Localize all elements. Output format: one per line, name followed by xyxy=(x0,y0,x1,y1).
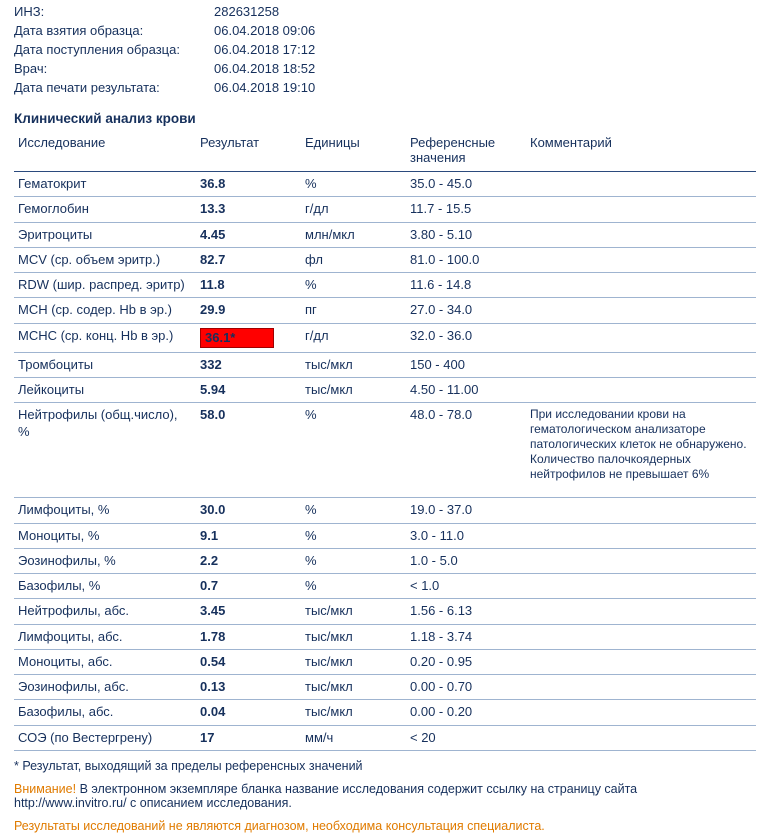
table-row xyxy=(14,273,756,298)
results-header-row xyxy=(14,132,756,172)
result-value: 0.7 xyxy=(200,578,219,593)
table-row xyxy=(14,675,756,700)
cell-units: % xyxy=(301,498,406,523)
cell-test-name: Лимфоциты, абс. xyxy=(14,624,196,649)
cell-units: тыс/мкл xyxy=(301,624,406,649)
warning-url[interactable]: http://www.invitro.ru/ xyxy=(14,795,127,810)
cell-test-name: MCHC (ср. конц. Hb в эр.) xyxy=(14,323,196,352)
table-row xyxy=(14,378,756,403)
footnote-out-of-range: * Результат, выходящий за пределы референсных значений xyxy=(14,758,363,773)
result-value-flagged: 36.1* xyxy=(200,328,274,348)
table-row xyxy=(14,403,756,498)
cell-units: % xyxy=(301,403,406,498)
result-value: 17 xyxy=(200,729,215,745)
cell-result xyxy=(196,172,301,197)
cell-test-name: MCH (ср. содер. Hb в эр.) xyxy=(14,298,196,323)
cell-test-name: СОЭ (по Вестергрену) xyxy=(14,725,196,750)
cell-reference: 35.0 - 45.0 xyxy=(406,172,526,197)
cell-units: % xyxy=(301,273,406,298)
results-table-head xyxy=(14,132,756,172)
cell-comment xyxy=(526,574,756,599)
cell-result xyxy=(196,378,301,403)
cell-test-name: Эритроциты xyxy=(14,222,196,247)
cell-result xyxy=(196,675,301,700)
meta-label: Дата взятия образца: xyxy=(14,23,144,38)
result-value: 0.13 xyxy=(200,679,226,694)
result-value: 82.7 xyxy=(200,251,226,267)
cell-result xyxy=(196,273,301,298)
cell-comment xyxy=(526,498,756,523)
result-value: 5.94 xyxy=(200,382,226,397)
cell-reference: 32.0 - 36.0 xyxy=(406,323,526,352)
cell-comment xyxy=(526,172,756,197)
cell-reference: 1.56 - 6.13 xyxy=(406,599,526,624)
cell-result xyxy=(196,574,301,599)
cell-result xyxy=(196,403,301,498)
cell-comment xyxy=(526,624,756,649)
warning-text: В электронном экземпляре бланка название исследования содержит ссылку на страницу сайта xyxy=(76,781,638,796)
cell-test-name: Тромбоциты xyxy=(14,352,196,377)
header-reference-line1: Референсные xyxy=(410,135,496,150)
result-value: 332 xyxy=(200,356,222,372)
cell-units: тыс/мкл xyxy=(301,378,406,403)
table-row xyxy=(14,222,756,247)
result-value: 13.3 xyxy=(200,201,226,217)
cell-test-name: Гемоглобин xyxy=(14,197,196,222)
cell-test-name: MCV (ср. объем эритр.) xyxy=(14,247,196,272)
cell-result xyxy=(196,548,301,573)
table-row xyxy=(14,624,756,649)
cell-units: тыс/мкл xyxy=(301,352,406,377)
table-row xyxy=(14,548,756,573)
cell-test-name: Моноциты, абс. xyxy=(14,649,196,674)
cell-result xyxy=(196,700,301,725)
cell-units: % xyxy=(301,548,406,573)
cell-reference: 11.7 - 15.5 xyxy=(406,197,526,222)
report-page xyxy=(0,2,770,833)
cell-units: мм/ч xyxy=(301,725,406,750)
header-comment: Комментарий xyxy=(526,132,756,172)
table-row xyxy=(14,700,756,725)
table-row xyxy=(14,599,756,624)
cell-comment xyxy=(526,675,756,700)
result-value: 9.1 xyxy=(200,527,219,543)
meta-row xyxy=(14,2,756,21)
table-row xyxy=(14,247,756,272)
cell-reference: 19.0 - 37.0 xyxy=(406,498,526,523)
cell-comment: При исследовании крови на гематологическом анализаторе патологических клеток не обнаружено. Количество палочкоядерных нейтрофилов не превышает 6% xyxy=(526,403,756,498)
cell-test-name: Гематокрит xyxy=(14,172,196,197)
cell-reference: 1.0 - 5.0 xyxy=(406,548,526,573)
meta-value: 06.04.2018 17:12 xyxy=(214,42,316,57)
meta-label: Врач: xyxy=(14,61,48,76)
cell-units: пг xyxy=(301,298,406,323)
cell-test-name: Базофилы, % xyxy=(14,574,196,599)
cell-comment xyxy=(526,378,756,403)
results-table xyxy=(14,132,756,751)
cell-result xyxy=(196,498,301,523)
cell-comment xyxy=(526,700,756,725)
cell-test-name: Эозинофилы, % xyxy=(14,548,196,573)
cell-units: тыс/мкл xyxy=(301,675,406,700)
cell-comment xyxy=(526,599,756,624)
header-units: Единицы xyxy=(301,132,406,172)
cell-reference: 11.6 - 14.8 xyxy=(406,273,526,298)
cell-result xyxy=(196,624,301,649)
result-value: 4.45 xyxy=(200,226,226,242)
cell-reference: 0.20 - 0.95 xyxy=(406,649,526,674)
cell-reference: 81.0 - 100.0 xyxy=(406,247,526,272)
result-value: 0.04 xyxy=(200,704,226,720)
section-title: Клинический анализ крови xyxy=(14,111,196,126)
cell-comment xyxy=(526,523,756,548)
cell-reference: 0.00 - 0.70 xyxy=(406,675,526,700)
cell-units: тыс/мкл xyxy=(301,700,406,725)
cell-reference: 1.18 - 3.74 xyxy=(406,624,526,649)
cell-units: % xyxy=(301,172,406,197)
cell-comment xyxy=(526,323,756,352)
header-name: Исследование xyxy=(14,132,196,172)
meta-row xyxy=(14,78,756,97)
cell-units: тыс/мкл xyxy=(301,599,406,624)
results-table-body xyxy=(14,172,756,751)
cell-result xyxy=(196,222,301,247)
cell-test-name: Моноциты, % xyxy=(14,523,196,548)
table-row xyxy=(14,172,756,197)
cell-reference: 4.50 - 11.00 xyxy=(406,378,526,403)
result-value: 58.0 xyxy=(200,407,226,423)
cell-units: фл xyxy=(301,247,406,272)
disclaimer-note: Результаты исследований не являются диагнозом, необходима консультация специалиста. xyxy=(14,818,545,833)
meta-value: 06.04.2018 09:06 xyxy=(214,23,316,38)
meta-label: Дата печати результата: xyxy=(14,80,160,95)
result-value: 30.0 xyxy=(200,502,226,518)
warning-word: Внимание! xyxy=(14,781,77,796)
cell-result xyxy=(196,649,301,674)
cell-test-name: Нейтрофилы, абс. xyxy=(14,599,196,624)
cell-result xyxy=(196,352,301,377)
table-row xyxy=(14,352,756,377)
table-row xyxy=(14,523,756,548)
cell-comment xyxy=(526,197,756,222)
result-value: 2.2 xyxy=(200,552,219,568)
cell-reference: 3.0 - 11.0 xyxy=(406,523,526,548)
cell-result xyxy=(196,323,301,352)
cell-reference: 48.0 - 78.0 xyxy=(406,403,526,498)
result-value: 1.78 xyxy=(200,628,226,644)
table-row xyxy=(14,574,756,599)
cell-test-name: Эозинофилы, абс. xyxy=(14,675,196,700)
meta-label: Дата поступления образца: xyxy=(14,42,180,57)
cell-units: % xyxy=(301,574,406,599)
table-row xyxy=(14,323,756,352)
cell-comment xyxy=(526,247,756,272)
cell-reference: 3.80 - 5.10 xyxy=(406,222,526,247)
cell-comment xyxy=(526,548,756,573)
result-value: 3.45 xyxy=(200,603,226,619)
table-row xyxy=(14,298,756,323)
cell-reference: < 20 xyxy=(406,725,526,750)
cell-test-name: Базофилы, абс. xyxy=(14,700,196,725)
cell-reference: < 1.0 xyxy=(406,574,526,599)
table-row xyxy=(14,498,756,523)
cell-test-name: Лимфоциты, % xyxy=(14,498,196,523)
cell-test-name: RDW (шир. распред. эритр) xyxy=(14,273,196,298)
cell-units: г/дл xyxy=(301,197,406,222)
meta-row xyxy=(14,21,756,40)
cell-units: млн/мкл xyxy=(301,222,406,247)
cell-units: тыс/мкл xyxy=(301,649,406,674)
warning-tail: с описанием исследования. xyxy=(126,795,292,810)
header-reference-line2: значения xyxy=(410,150,466,165)
meta-value: 06.04.2018 19:10 xyxy=(214,80,316,95)
cell-result xyxy=(196,599,301,624)
cell-result xyxy=(196,247,301,272)
cell-result xyxy=(196,197,301,222)
cell-comment xyxy=(526,649,756,674)
patient-meta-table xyxy=(14,2,756,97)
meta-label: ИНЗ: xyxy=(14,4,45,19)
cell-comment xyxy=(526,273,756,298)
patient-meta-body xyxy=(14,2,756,97)
cell-comment xyxy=(526,352,756,377)
cell-reference: 27.0 - 34.0 xyxy=(406,298,526,323)
cell-reference: 150 - 400 xyxy=(406,352,526,377)
meta-row xyxy=(14,40,756,59)
warning-note xyxy=(14,782,756,810)
header-result: Результат xyxy=(196,132,301,172)
meta-row xyxy=(14,59,756,78)
meta-value: 06.04.2018 18:52 xyxy=(214,61,316,76)
cell-test-name: Нейтрофилы (общ.число), % xyxy=(14,403,196,498)
result-value: 11.8 xyxy=(200,277,225,292)
cell-comment xyxy=(526,298,756,323)
table-row xyxy=(14,197,756,222)
cell-units: г/дл xyxy=(301,323,406,352)
result-value: 36.8 xyxy=(200,176,226,191)
header-reference xyxy=(406,132,526,172)
cell-units: % xyxy=(301,523,406,548)
cell-test-name: Лейкоциты xyxy=(14,378,196,403)
meta-value: 282631258 xyxy=(214,4,280,19)
cell-reference: 0.00 - 0.20 xyxy=(406,700,526,725)
table-row xyxy=(14,649,756,674)
result-value: 29.9 xyxy=(200,302,226,318)
cell-result xyxy=(196,298,301,323)
cell-comment xyxy=(526,222,756,247)
result-value: 0.54 xyxy=(200,653,226,669)
cell-result xyxy=(196,523,301,548)
